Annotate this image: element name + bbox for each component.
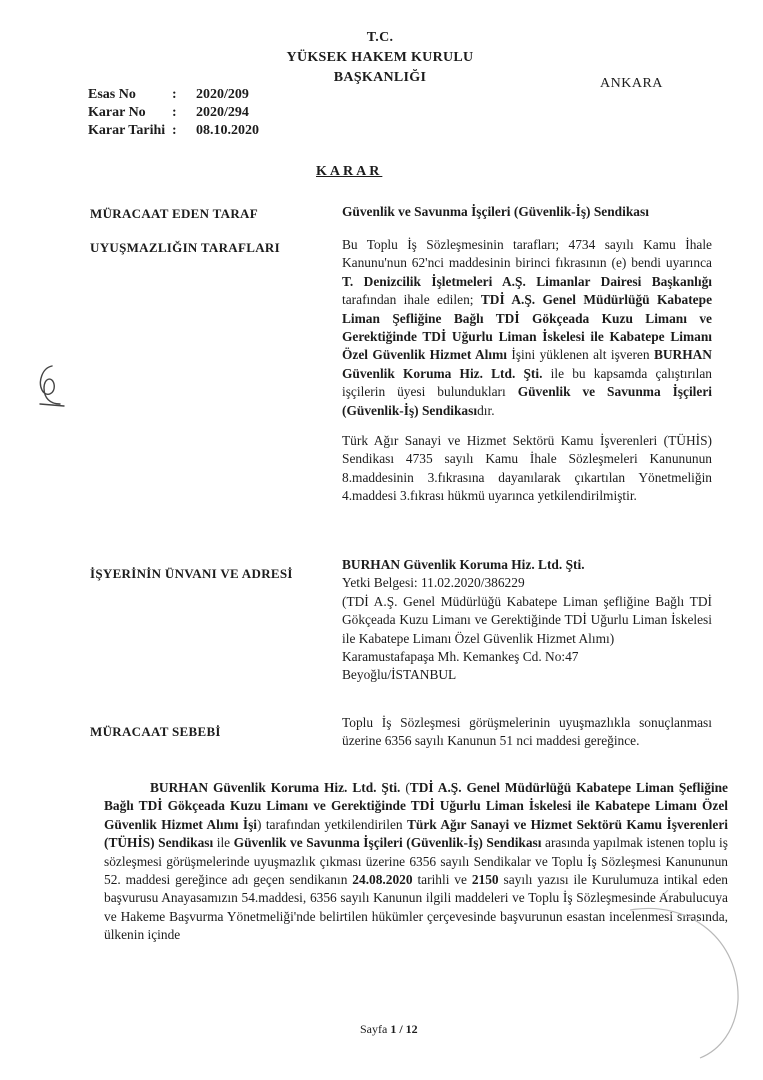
dispute-paragraph-1 [342, 236, 712, 420]
text-run: arasında yapılmak istenen toplu iş sözleşmesi görüşmelerinde uyuşmazlık çıkması üzerine 6356 sayılı Sendikalar ve Toplu İş Sözleşmesi Kanununun 52. maddesi gereğince adı geçen sendikanın [104, 835, 728, 888]
text-run: ) tarafından yetkilendirilen [257, 816, 407, 832]
bold-run: Güvenlik ve Savunma İşçileri (Güvenlik-İş) Sendikası [342, 384, 713, 418]
meta-row-esas [88, 86, 259, 104]
text-run: ( [400, 780, 410, 795]
page-footer [360, 1022, 418, 1037]
text-run: Bu Toplu İş Sözleşmesinin tarafları; 4734 sayılı Kamu İhale Kanunu'nun 62'nci maddesinin birinci fıkrasının (e) bendi uyarınca [342, 237, 712, 271]
meta-colon: : [172, 123, 177, 138]
faint-stamp-mark [620, 890, 750, 1060]
workplace-address-line-2: Beyoğlu/İSTANBUL [342, 667, 457, 683]
meta-value: 2020/294 [196, 105, 249, 120]
meta-value: 2020/209 [196, 87, 249, 102]
bold-run: 24.08.2020 [352, 872, 413, 888]
bold-run: Güvenlik ve Savunma İşçileri (Güvenlik-İş) Sendikası [233, 835, 542, 851]
bold-run: BURHAN Güvenlik Koruma Hiz. Ltd. Şti. [342, 347, 712, 381]
meta-colon: : [172, 87, 177, 102]
meta-key: Esas No [88, 87, 136, 102]
bold-run: TDİ A.Ş. Genel Müdürlüğü Kabatepe Liman Şefliğine Bağlı TDİ Gökçeada Kuzu Limanı ve Gerektiğinde TDİ Uğurlu Liman İskelesi ile Kabatepe Limanı Özel Güvenlik Hizmet Alımı İşi [104, 780, 728, 832]
workplace-label: İŞYERİNİN ÜNVANI VE ADRESİ [90, 566, 293, 581]
bold-run: T. Denizcilik İşletmeleri A.Ş. Limanlar Dairesi Başkanlığı [342, 273, 712, 289]
text-run: tarafından ihale edilen; [342, 292, 481, 308]
text-run: dır. [477, 402, 495, 418]
bold-run: Türk Ağır Sanayi ve Hizmet Sektörü Kamu İşverenleri (TÜHİS) Sendikası [104, 816, 728, 851]
decision-title: KARAR [316, 164, 383, 179]
meta-key: Karar No [88, 105, 146, 120]
workplace-details [342, 556, 712, 685]
header-line-kurul: YÜKSEK HAKEM KURULU [286, 50, 474, 65]
header-line-baskanlik: BAŞKANLIĞI [333, 70, 427, 85]
bold-run: 2150 [471, 872, 499, 888]
authorization-certificate: Yetki Belgesi: 11.02.2020/386229 [342, 575, 525, 591]
case-meta [88, 86, 259, 140]
application-reason-label: MÜRACAAT SEBEBİ [90, 724, 221, 739]
handwritten-initial-mark [30, 360, 70, 410]
dispute-parties-text [342, 236, 712, 506]
application-reason-text: Toplu İş Sözleşmesi görüşmelerinin uyuşmazlıkla sonuçlanması üzerine 6356 sayılı Kanunun 51 nci maddesi gereğince. [342, 715, 712, 749]
applicant-label: MÜRACAAT EDEN TARAF [90, 206, 258, 221]
meta-row-tarih [88, 122, 259, 140]
text-run: tarihli ve [412, 872, 472, 888]
text-run: sayılı yazısı ile Kurulumuza intikal eden başvurusu Anayasamızın 54.maddesi, 6356 sayılı Kanunun ilgili maddeleri ve Toplu İş Sözleşmesinde Arabulucuya ve Hakeme Başvurma Yönetmeliği'nde belirtilen hükümler çerçevesinde başvurunun esastan incelenmesi sırasında, ülkenin içinde [104, 872, 728, 943]
bold-run: BURHAN Güvenlik Koruma Hiz. Ltd. Şti. [150, 780, 401, 795]
meta-row-karar [88, 104, 259, 122]
meta-key: Karar Tarihi [88, 123, 166, 138]
page-label: Sayfa [360, 1022, 391, 1036]
workplace-address-line-1: Karamustafapaşa Mh. Kemankeş Cd. No:47 [342, 649, 579, 665]
workplace-description: (TDİ A.Ş. Genel Müdürlüğü Kabatepe Liman şefliğine Bağlı TDİ Gökçeada Kuzu Limanı ve Gerektiğinde TDİ Uğurlu Liman İskelesi ile Kabatepe Limanı Özel Güvenlik Hizmet Alımı) [342, 593, 712, 646]
text-run: ile [213, 835, 234, 851]
meta-colon: : [172, 105, 177, 120]
text-run: ile bu kapsamda çalıştırılan işçilerin üyesi bulundukları [342, 365, 712, 400]
meta-value: 08.10.2020 [196, 123, 259, 138]
applicant-value: Güvenlik ve Savunma İşçileri (Güvenlik-İş) Sendikası [342, 204, 649, 219]
dispute-parties-label: UYUŞMAZLIĞIN TARAFLARI [90, 240, 280, 255]
workplace-name: BURHAN Güvenlik Koruma Hiz. Ltd. Şti. [342, 557, 585, 572]
dispute-paragraph-2: Türk Ağır Sanayi ve Hizmet Sektörü Kamu İşverenleri (TÜHİS) Sendikası 4735 sayılı Kamu İhale Sözleşmeleri Kanununun 8.maddesinin 3.fıkrasına dayanılarak çıkartılan Yönetmeliğin 4.maddesi 3.fıkrası hükmü uyarınca yetkilendirilmiştir. [342, 433, 712, 504]
institution-header [230, 28, 530, 88]
text-run: İşini yüklenen alt işveren [506, 347, 654, 363]
bold-run: TDİ A.Ş. Genel Müdürlüğü Kabatepe Liman Şefliğine Bağlı TDİ Gökçeada Kuzu Limanı ve Gerektiğinde TDİ Uğurlu Liman İskelesi ile Kabatepe Limanı Özel Güvenlik Hizmet Alımı [342, 292, 713, 363]
city-label: ANKARA [600, 76, 663, 91]
page-number: 1 / 12 [390, 1022, 418, 1036]
header-line-tc: T.C. [366, 30, 394, 45]
